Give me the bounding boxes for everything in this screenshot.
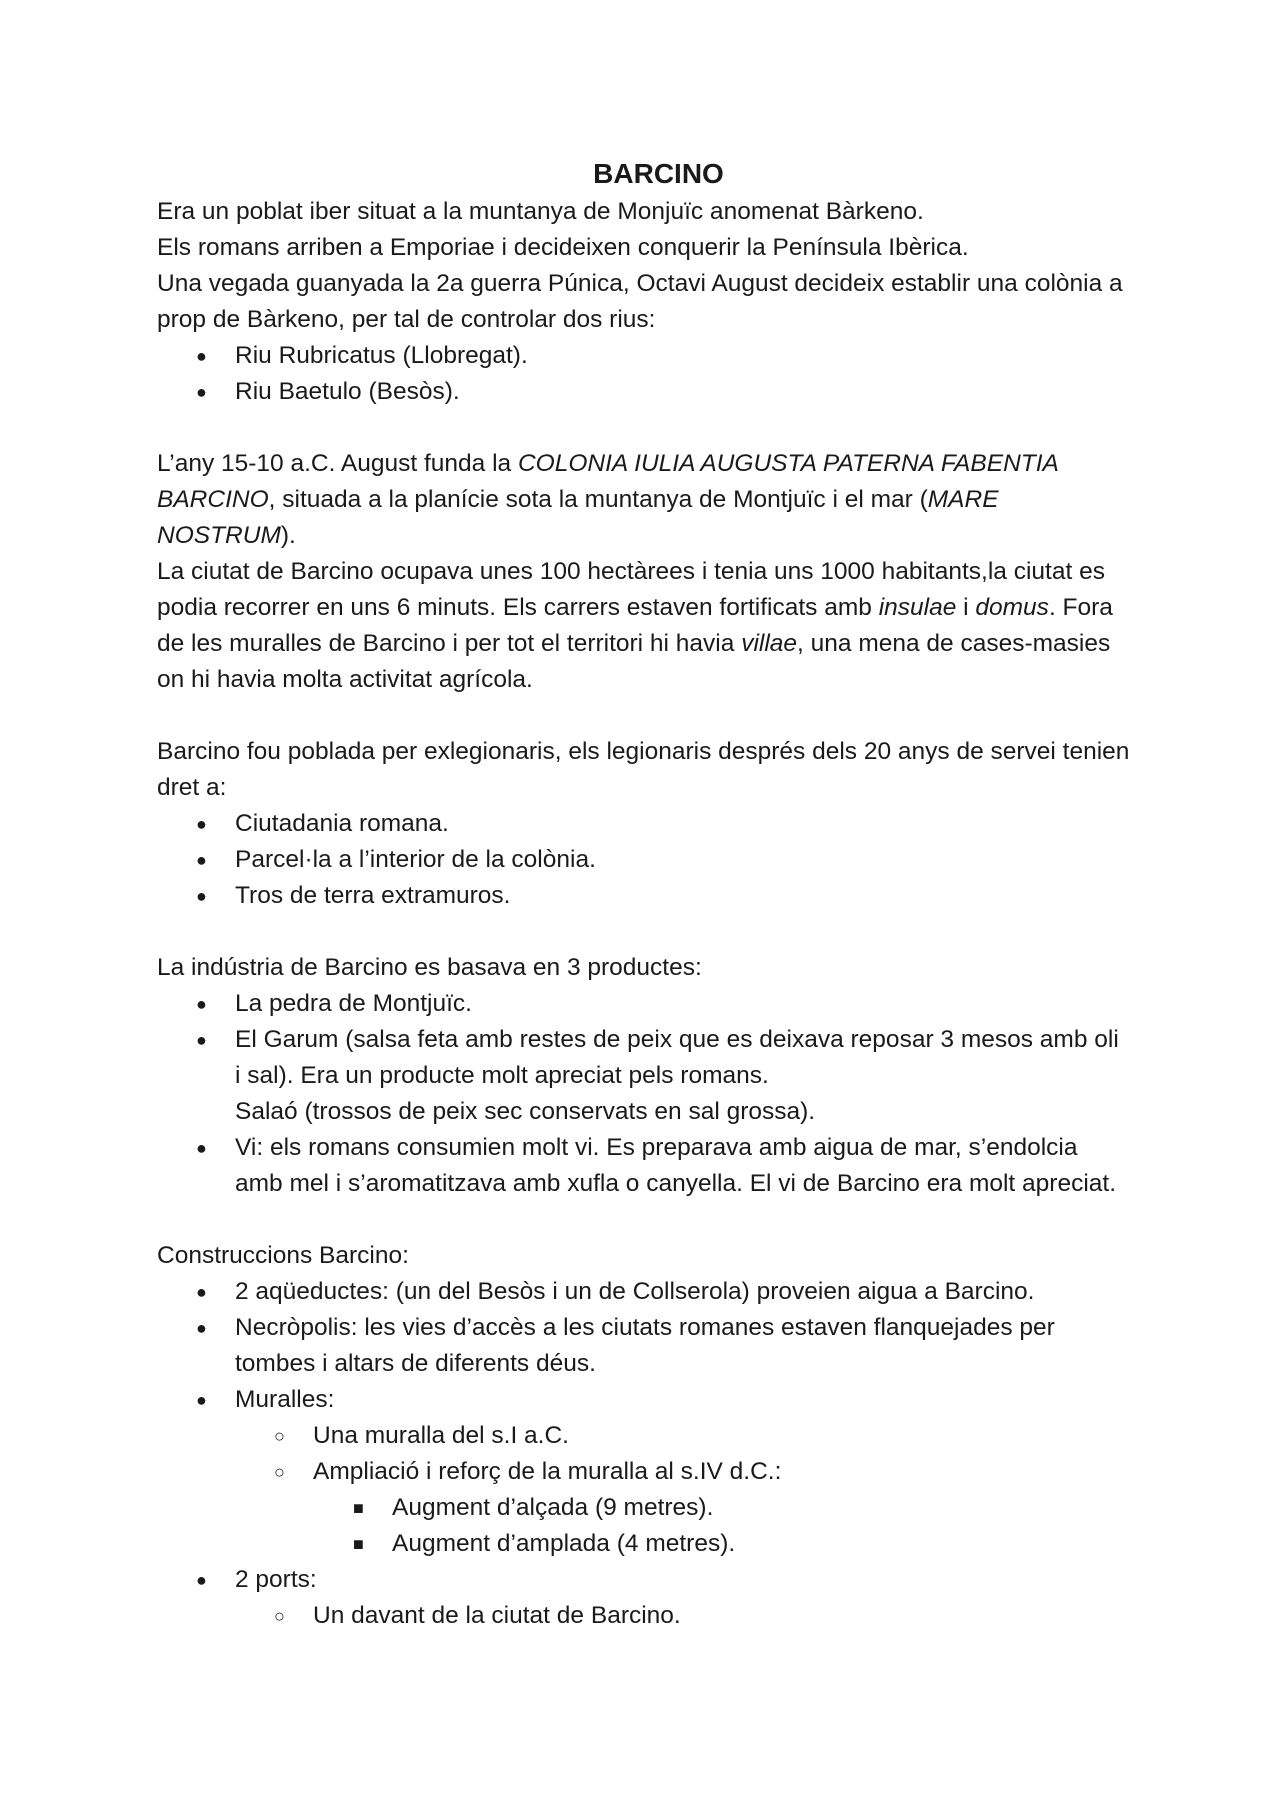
muralles-sublist — [157, 1418, 1130, 1490]
spacer — [157, 698, 1130, 734]
spacer — [157, 410, 1130, 446]
document-title: BARCINO — [593, 158, 724, 189]
list-item: ● Vi: els romans consumien molt vi. Es preparava amb aigua de mar, s’endolcia amb mel i s’aromatitzava amb xufla o canyella. El vi de Barcino era molt apreciat. — [157, 1130, 1130, 1202]
legionaris-list — [157, 806, 1130, 914]
bullet-icon: ● — [196, 346, 207, 366]
fundacio-paragraph: L’any 15-10 a.C. August funda la COLONIA IULIA AUGUSTA PATERNA FABENTIA BARCINO, situada a la planície sota la muntanya de Montjuïc i el mar (MARE NOSTRUM). — [157, 450, 1058, 549]
list-item: ● Ciutadania romana. — [157, 806, 1130, 842]
list-item: ● Riu Baetulo (Besòs). — [157, 374, 1130, 410]
muralles-subsublist — [157, 1490, 1130, 1562]
hollow-bullet-icon: ○ — [274, 1606, 285, 1626]
bullet-icon: ● — [196, 994, 207, 1014]
bullet-icon: ● — [196, 1318, 207, 1338]
intro-line-1: Era un poblat iber situat a la muntanya de Monjuïc anomenat Bàrkeno. — [157, 198, 924, 225]
rius-list — [157, 338, 1130, 410]
list-item: ● 2 ports: — [157, 1562, 1130, 1598]
spacer — [157, 1202, 1130, 1238]
list-item: ● Muralles: — [157, 1382, 1130, 1418]
legionaris-intro: Barcino fou poblada per exlegionaris, els legionaris després dels 20 anys de servei tenien dret a: — [157, 738, 1130, 801]
construccions-intro: Construccions Barcino: — [157, 1242, 409, 1269]
bullet-icon: ● — [196, 1030, 207, 1050]
list-item: ● Necròpolis: les vies d’accès a les ciutats romanes estaven flanquejades per tombes i altars de diferents déus. — [157, 1310, 1130, 1382]
list-item: ● La pedra de Montjuïc. — [157, 986, 1130, 1022]
list-item: ● 2 aqüeductes: (un del Besòs i un de Collserola) proveien aigua a Barcino. — [157, 1274, 1130, 1310]
bullet-icon: ● — [196, 1282, 207, 1302]
list-item: ● Parcel·la a l’interior de la colònia. — [157, 842, 1130, 878]
list-item: ■ Augment d’alçada (9 metres). — [157, 1490, 1130, 1526]
construccions-list — [157, 1274, 1130, 1418]
industria-intro: La indústria de Barcino es basava en 3 productes: — [157, 954, 702, 981]
list-item: ○ Ampliació i reforç de la muralla al s.IV d.C.: — [157, 1454, 1130, 1490]
intro-line-2: Els romans arriben a Emporiae i decideixen conquerir la Península Ibèrica. — [157, 234, 969, 261]
intro-line-3: Una vegada guanyada la 2a guerra Púnica, Octavi August decideix establir una colònia a prop de Bàrkeno, per tal de controlar dos rius: — [157, 270, 1123, 333]
hollow-bullet-icon: ○ — [274, 1462, 285, 1482]
garum-extra-line: Salaó (trossos de peix sec conservats en sal grossa). — [235, 1098, 816, 1125]
list-item: ○ Un davant de la ciutat de Barcino. — [157, 1598, 1130, 1634]
ports-sublist — [157, 1598, 1130, 1634]
square-bullet-icon: ■ — [353, 1534, 364, 1554]
list-item: ■ Augment d’amplada (4 metres). — [157, 1526, 1130, 1562]
ports-list — [157, 1562, 1130, 1598]
spacer — [157, 914, 1130, 950]
industria-list — [157, 986, 1130, 1202]
bullet-icon: ● — [196, 814, 207, 834]
bullet-icon: ● — [196, 886, 207, 906]
list-item: ○ Una muralla del s.I a.C. — [157, 1418, 1130, 1454]
bullet-icon: ● — [196, 1570, 207, 1590]
ciutat-paragraph: La ciutat de Barcino ocupava unes 100 hectàrees i tenia uns 1000 habitants,la ciutat es podia recorrer en uns 6 minuts. Els carrers estaven fortificats amb insulae i domus. Fora de les muralles de Barcino i per tot el territori hi havia villae, una mena de cases-masies on hi havia molta activitat agrícola. — [157, 558, 1113, 693]
list-item: ● Tros de terra extramuros. — [157, 878, 1130, 914]
bullet-icon: ● — [196, 382, 207, 402]
hollow-bullet-icon: ○ — [274, 1426, 285, 1446]
bullet-icon: ● — [196, 1390, 207, 1410]
bullet-icon: ● — [196, 1138, 207, 1158]
square-bullet-icon: ■ — [353, 1498, 364, 1518]
list-item: ● Riu Rubricatus (Llobregat). — [157, 338, 1130, 374]
list-item: ● El Garum (salsa feta amb restes de peix que es deixava reposar 3 mesos amb oli i sal). Era un producte molt apreciat pels romans. Salaó (trossos de peix sec conservats en sal grossa). — [157, 1022, 1130, 1130]
bullet-icon: ● — [196, 850, 207, 870]
